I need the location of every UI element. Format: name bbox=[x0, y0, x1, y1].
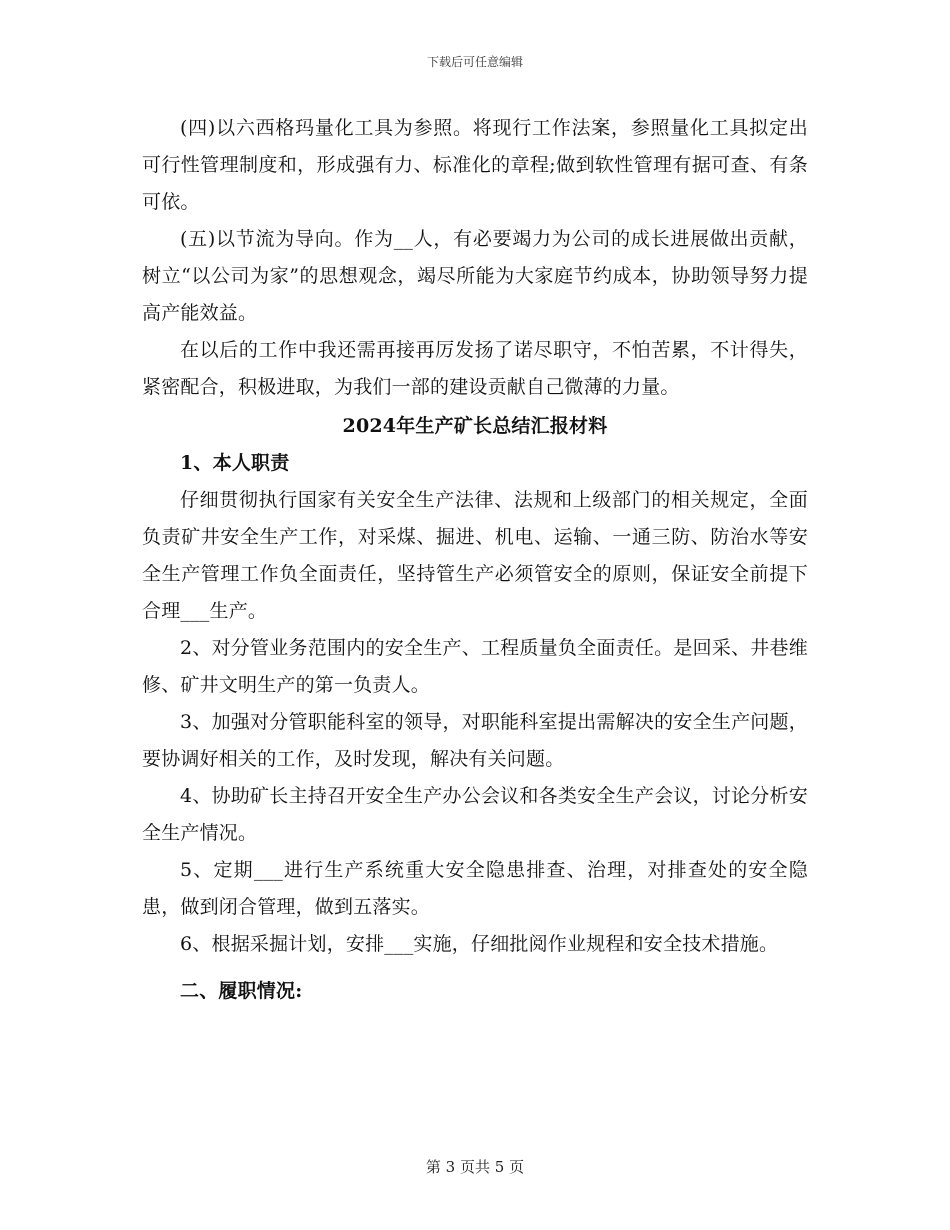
section-heading-duties: 1、本人职责 bbox=[180, 452, 290, 474]
page-header: 下载后可任意编辑 bbox=[426, 55, 523, 69]
duty-paragraph-2: 2、对分管业务范围内的安全生产、工程质量负全面责任。是回采、井巷维修、矿井文明生产的第一负责人。 bbox=[142, 637, 808, 696]
document-body bbox=[142, 110, 808, 1010]
document-title: 2024年生产矿长总结汇报材料 bbox=[342, 415, 608, 437]
section-heading-performance: 二、履职情况: bbox=[180, 980, 303, 1002]
page-number: 第 3 页共 5 页 bbox=[425, 1158, 525, 1176]
duty-paragraph-3: 3、加强对分管职能科室的领导，对职能科室提出需解决的安全生产问题，要协调好相关的工作，及时发现，解决有关问题。 bbox=[142, 711, 808, 770]
duty-paragraph-4: 4、协助矿长主持召开安全生产办公会议和各类安全生产会议，讨论分析安全生产情况。 bbox=[142, 785, 808, 844]
paragraph-five: (五)以节流为导向。作为__人，有必要竭力为公司的成长进展做出贡献，树立“以公司为家”的思想观念，竭尽所能为大家庭节约成本，协助领导努力提高产能效益。 bbox=[142, 228, 808, 324]
duty-paragraph-1: 仔细贯彻执行国家有关安全生产法律、法规和上级部门的相关规定，全面负责矿井安全生产工作，对采煤、掘进、机电、运输、一通三防、防治水等安全生产管理工作负全面责任，坚持管生产必须管安全的原则，保证安全前提下合理___生产。 bbox=[142, 489, 808, 622]
paragraph-four: (四)以六西格玛量化工具为参照。将现行工作法案，参照量化工具拟定出可行性管理制度和，形成强有力、标准化的章程;做到软性管理有据可查、有条可依。 bbox=[142, 117, 808, 213]
paragraph-closing: 在以后的工作中我还需再接再厉发扬了诺尽职守，不怕苦累，不计得失，紧密配合，积极进取，为我们一部的建设贡献自己微薄的力量。 bbox=[142, 339, 808, 398]
duty-paragraph-5: 5、定期___进行生产系统重大安全隐患排查、治理，对排查处的安全隐患，做到闭合管理，做到五落实。 bbox=[142, 859, 808, 918]
duty-paragraph-6: 6、根据采掘计划，安排___实施，仔细批阅作业规程和安全技术措施。 bbox=[180, 933, 779, 955]
